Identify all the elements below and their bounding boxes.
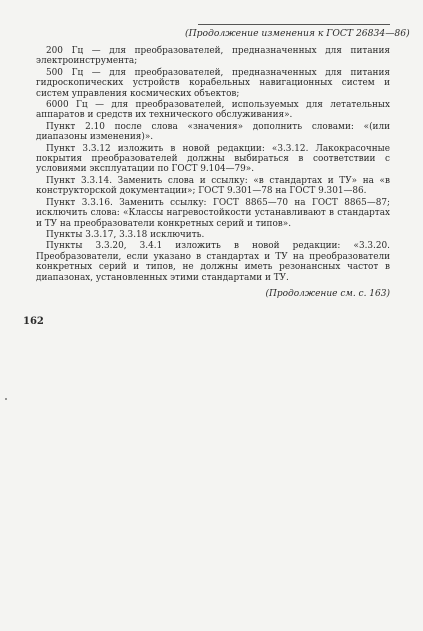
paragraph-200hz: 200 Гц — для преобразователей, предназначенных для питания электроинструмента; bbox=[36, 46, 390, 67]
paragraph-items-3-3-20-3-4-1: Пункты 3.3.20, 3.4.1 изложить в новой редакции: «3.3.20. Преобразователи, если указано в стандартах и ТУ на преобразователи конкретных серий и типов, не должны иметь резонансных частот в диапазонах, установленных этими стандартами и ТУ. bbox=[36, 241, 390, 283]
paragraph-item-2-10: Пункт 2.10 после слова «значения» дополнить словами: «(или диапазоны изменения)». bbox=[36, 121, 390, 143]
paragraph-item-3-3-12: Пункт 3.3.12 изложить в новой редакции: «3.3.12. Лакокрасочные покрытия преобразователей должны выбираться в соответствии с условиями эксплуатации по ГОСТ 9.104—79». bbox=[36, 143, 390, 175]
paragraph-item-3-3-16: Пункт 3.3.16. Заменить ссылку: ГОСТ 8865—70 на ГОСТ 8865—87; исключить слова: «Классы нагревостойкости устанавливают в стандартах и ТУ на преобразователи конкретных серий и типов». bbox=[36, 197, 390, 229]
paragraph-items-3-3-17-18: Пункты 3.3.17, 3.3.18 исключить. bbox=[46, 229, 205, 240]
scan-speck bbox=[5, 398, 7, 400]
page-number: 162 bbox=[23, 316, 44, 327]
continuation-header: (Продолжение изменения к ГОСТ 26834—86) bbox=[185, 28, 410, 39]
continuation-footer: (Продолжение см. с. 163) bbox=[265, 289, 390, 299]
paragraph-item-3-3-14: Пункт 3.3.14. Заменить слова и ссылку: «в стандартах и ТУ» на «в конструкторской документации»; ГОСТ 9.301—78 на ГОСТ 9.301—86. bbox=[36, 175, 390, 197]
body-text bbox=[36, 46, 390, 284]
paragraph-6000hz: 6000 Гц — для преобразователей, используемых для летательных аппаратов и средств их технического обслуживания». bbox=[36, 100, 390, 121]
paragraph-500hz: 500 Гц — для преобразователей, предназначенных для питания гидроскопических устройств корабельных навигационных систем и систем управления космических объектов; bbox=[36, 67, 390, 99]
header-rule bbox=[198, 24, 390, 25]
